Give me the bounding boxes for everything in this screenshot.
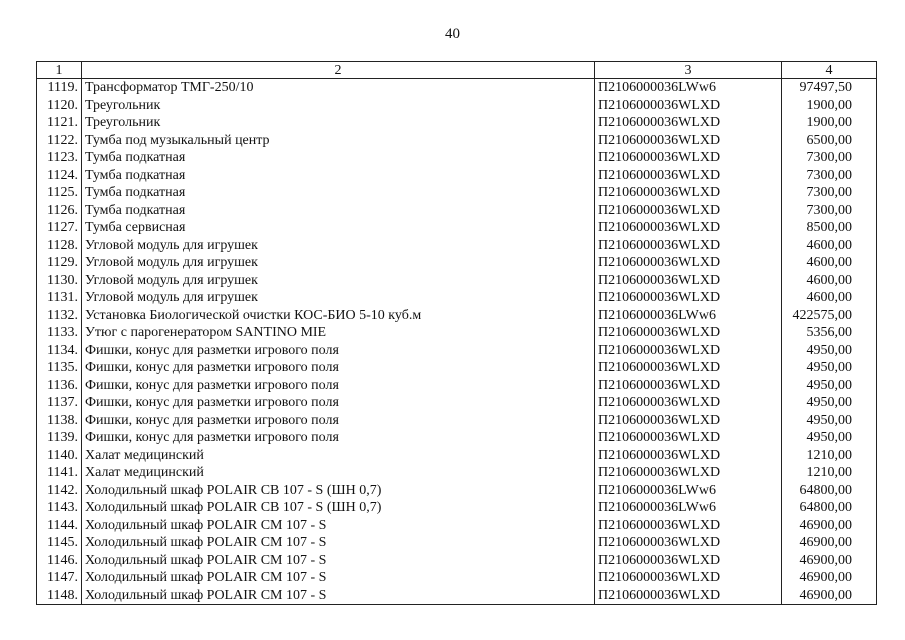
header-row	[37, 62, 877, 79]
inventory-code: П2106000036WLXD	[595, 587, 782, 605]
row-number: 1126.	[37, 202, 82, 220]
table-row	[37, 97, 877, 115]
item-value: 4600,00	[782, 272, 877, 290]
inventory-code: П2106000036WLXD	[595, 132, 782, 150]
row-number: 1137.	[37, 394, 82, 412]
page-number: 40	[445, 26, 460, 42]
inventory-code: П2106000036WLXD	[595, 254, 782, 272]
inventory-code: П2106000036WLXD	[595, 167, 782, 185]
row-number: 1124.	[37, 167, 82, 185]
item-name: Фишки, конус для разметки игрового поля	[82, 412, 595, 430]
inventory-code: П2106000036LWw6	[595, 307, 782, 325]
inventory-code: П2106000036WLXD	[595, 289, 782, 307]
item-value: 4950,00	[782, 359, 877, 377]
item-name: Угловой модуль для игрушек	[82, 254, 595, 272]
item-name: Холодильный шкаф POLAIR CM 107 - S	[82, 534, 595, 552]
table-row	[37, 552, 877, 570]
table-row	[37, 464, 877, 482]
table-row	[37, 569, 877, 587]
column-header-code: 3	[595, 62, 782, 79]
item-value: 4950,00	[782, 412, 877, 430]
table-row	[37, 517, 877, 535]
row-number: 1146.	[37, 552, 82, 570]
table-row	[37, 394, 877, 412]
item-name: Холодильный шкаф POLAIR CB 107 - S (ШН 0,7)	[82, 482, 595, 500]
inventory-code: П2106000036LWw6	[595, 79, 782, 97]
item-value: 1900,00	[782, 97, 877, 115]
item-name: Утюг с парогенератором SANTINO MIE	[82, 324, 595, 342]
item-name: Угловой модуль для игрушек	[82, 272, 595, 290]
item-name: Фишки, конус для разметки игрового поля	[82, 429, 595, 447]
item-name: Треугольник	[82, 97, 595, 115]
item-name: Фишки, конус для разметки игрового поля	[82, 342, 595, 360]
inventory-code: П2106000036WLXD	[595, 114, 782, 132]
item-name: Трансформатор ТМГ-250/10	[82, 79, 595, 97]
item-value: 4600,00	[782, 237, 877, 255]
item-name: Холодильный шкаф POLAIR CM 107 - S	[82, 517, 595, 535]
row-number: 1125.	[37, 184, 82, 202]
inventory-code: П2106000036WLXD	[595, 534, 782, 552]
inventory-code: П2106000036WLXD	[595, 394, 782, 412]
table-row	[37, 149, 877, 167]
inventory-code: П2106000036WLXD	[595, 219, 782, 237]
column-header-sum: 4	[782, 62, 877, 79]
item-name: Тумба подкатная	[82, 149, 595, 167]
row-number: 1142.	[37, 482, 82, 500]
item-value: 7300,00	[782, 149, 877, 167]
inventory-code: П2106000036LWw6	[595, 482, 782, 500]
table-row	[37, 412, 877, 430]
inventory-code: П2106000036WLXD	[595, 342, 782, 360]
row-number: 1148.	[37, 587, 82, 605]
item-value: 46900,00	[782, 517, 877, 535]
item-value: 64800,00	[782, 499, 877, 517]
item-name: Фишки, конус для разметки игрового поля	[82, 377, 595, 395]
item-value: 5356,00	[782, 324, 877, 342]
item-value: 4950,00	[782, 394, 877, 412]
row-number: 1134.	[37, 342, 82, 360]
item-name: Угловой модуль для игрушек	[82, 237, 595, 255]
row-number: 1147.	[37, 569, 82, 587]
table-row	[37, 202, 877, 220]
row-number: 1140.	[37, 447, 82, 465]
item-name: Холодильный шкаф POLAIR CM 107 - S	[82, 552, 595, 570]
table-row	[37, 254, 877, 272]
item-value: 7300,00	[782, 184, 877, 202]
inventory-code: П2106000036WLXD	[595, 569, 782, 587]
item-name: Угловой модуль для игрушек	[82, 289, 595, 307]
item-value: 7300,00	[782, 202, 877, 220]
inventory-code: П2106000036WLXD	[595, 377, 782, 395]
item-value: 1210,00	[782, 464, 877, 482]
row-number: 1135.	[37, 359, 82, 377]
item-name: Треугольник	[82, 114, 595, 132]
item-value: 97497,50	[782, 79, 877, 97]
item-value: 64800,00	[782, 482, 877, 500]
row-number: 1128.	[37, 237, 82, 255]
table-row	[37, 359, 877, 377]
row-number: 1133.	[37, 324, 82, 342]
table-body	[37, 79, 877, 605]
inventory-code: П2106000036WLXD	[595, 149, 782, 167]
inventory-code: П2106000036WLXD	[595, 184, 782, 202]
inventory-code: П2106000036WLXD	[595, 517, 782, 535]
item-name: Халат медицинский	[82, 447, 595, 465]
table-row	[37, 289, 877, 307]
item-name: Холодильный шкаф POLAIR CB 107 - S (ШН 0,7)	[82, 499, 595, 517]
column-header-number: 1	[37, 62, 82, 79]
item-name: Тумба под музыкальный центр	[82, 132, 595, 150]
row-number: 1129.	[37, 254, 82, 272]
row-number: 1130.	[37, 272, 82, 290]
item-value: 6500,00	[782, 132, 877, 150]
item-value: 7300,00	[782, 167, 877, 185]
item-value: 4950,00	[782, 429, 877, 447]
inventory-code: П2106000036WLXD	[595, 237, 782, 255]
item-name: Холодильный шкаф POLAIR CM 107 - S	[82, 587, 595, 605]
item-value: 4950,00	[782, 377, 877, 395]
row-number: 1144.	[37, 517, 82, 535]
column-header-name: 2	[82, 62, 595, 79]
inventory-code: П2106000036WLXD	[595, 202, 782, 220]
row-number: 1132.	[37, 307, 82, 325]
table-row	[37, 534, 877, 552]
row-number: 1139.	[37, 429, 82, 447]
item-value: 4600,00	[782, 289, 877, 307]
item-name: Халат медицинский	[82, 464, 595, 482]
item-name: Фишки, конус для разметки игрового поля	[82, 394, 595, 412]
table-row	[37, 499, 877, 517]
row-number: 1131.	[37, 289, 82, 307]
table-row	[37, 307, 877, 325]
row-number: 1141.	[37, 464, 82, 482]
inventory-code: П2106000036WLXD	[595, 412, 782, 430]
item-name: Холодильный шкаф POLAIR CM 107 - S	[82, 569, 595, 587]
row-number: 1123.	[37, 149, 82, 167]
item-name: Тумба сервисная	[82, 219, 595, 237]
table-row	[37, 482, 877, 500]
inventory-table	[36, 61, 877, 605]
table-row	[37, 237, 877, 255]
row-number: 1119.	[37, 79, 82, 97]
item-value: 1210,00	[782, 447, 877, 465]
table-row	[37, 342, 877, 360]
inventory-code: П2106000036WLXD	[595, 429, 782, 447]
row-number: 1120.	[37, 97, 82, 115]
inventory-code: П2106000036LWw6	[595, 499, 782, 517]
table-row	[37, 167, 877, 185]
table-row	[37, 184, 877, 202]
item-name: Тумба подкатная	[82, 167, 595, 185]
item-value: 46900,00	[782, 587, 877, 605]
item-value: 8500,00	[782, 219, 877, 237]
table-row	[37, 429, 877, 447]
table-row	[37, 132, 877, 150]
inventory-code: П2106000036WLXD	[595, 324, 782, 342]
row-number: 1138.	[37, 412, 82, 430]
item-name: Фишки, конус для разметки игрового поля	[82, 359, 595, 377]
item-value: 4600,00	[782, 254, 877, 272]
row-number: 1127.	[37, 219, 82, 237]
item-value: 4950,00	[782, 342, 877, 360]
item-value: 46900,00	[782, 552, 877, 570]
row-number: 1122.	[37, 132, 82, 150]
table-row	[37, 79, 877, 97]
table-row	[37, 219, 877, 237]
row-number: 1121.	[37, 114, 82, 132]
item-value: 46900,00	[782, 534, 877, 552]
inventory-code: П2106000036WLXD	[595, 447, 782, 465]
table-row	[37, 114, 877, 132]
row-number: 1145.	[37, 534, 82, 552]
row-number: 1136.	[37, 377, 82, 395]
inventory-code: П2106000036WLXD	[595, 464, 782, 482]
table-row	[37, 272, 877, 290]
item-value: 422575,00	[782, 307, 877, 325]
inventory-code: П2106000036WLXD	[595, 552, 782, 570]
row-number: 1143.	[37, 499, 82, 517]
table-row	[37, 377, 877, 395]
inventory-code: П2106000036WLXD	[595, 272, 782, 290]
table-row	[37, 587, 877, 605]
item-name: Тумба подкатная	[82, 202, 595, 220]
table-row	[37, 324, 877, 342]
inventory-code: П2106000036WLXD	[595, 359, 782, 377]
item-name: Установка Биологической очистки КОС-БИО 5-10 куб.м	[82, 307, 595, 325]
table-row	[37, 447, 877, 465]
item-value: 46900,00	[782, 569, 877, 587]
item-name: Тумба подкатная	[82, 184, 595, 202]
inventory-code: П2106000036WLXD	[595, 97, 782, 115]
item-value: 1900,00	[782, 114, 877, 132]
